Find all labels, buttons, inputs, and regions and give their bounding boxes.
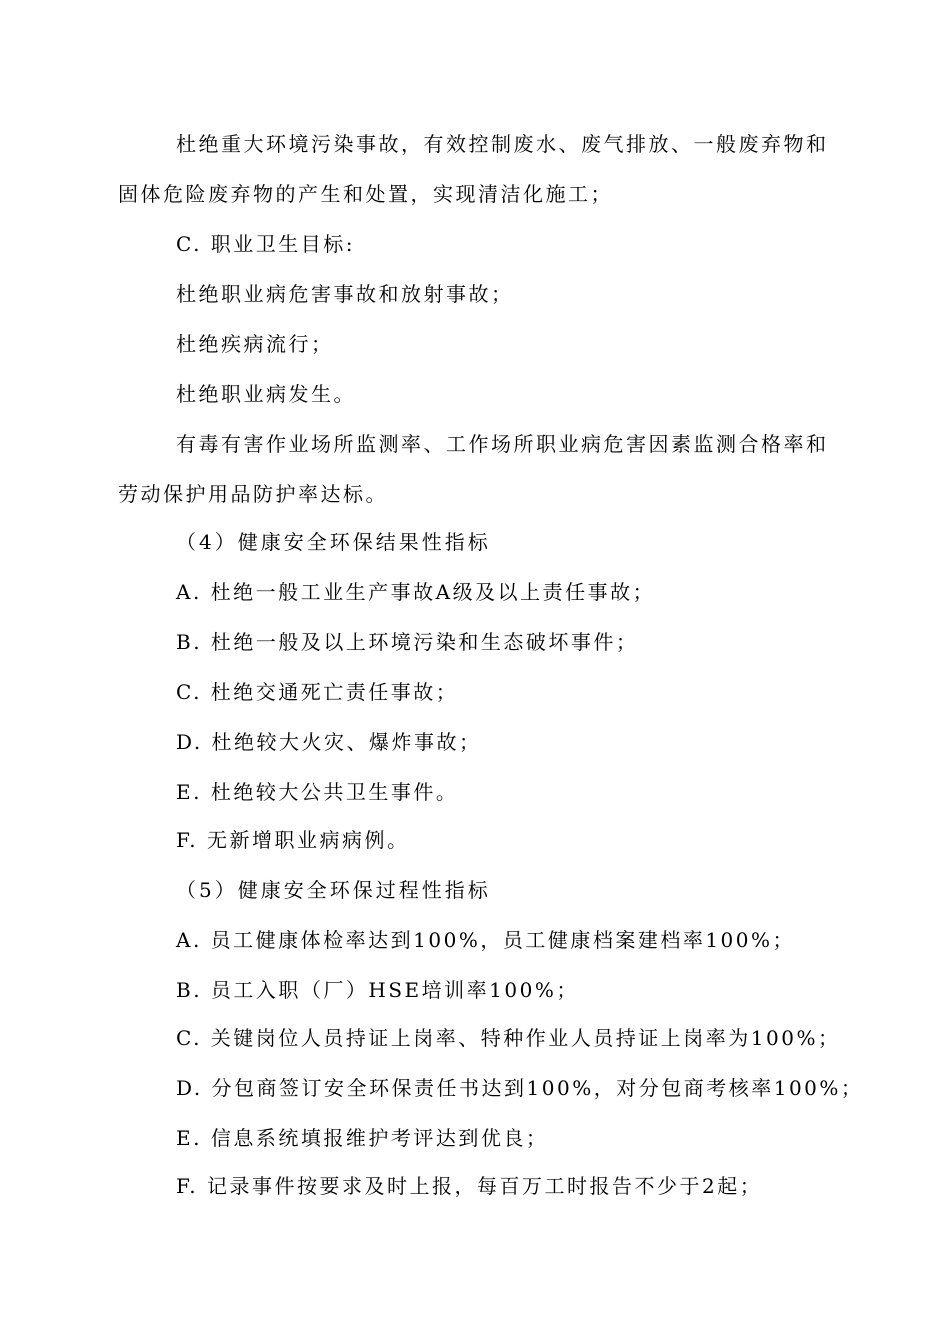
list-item: C. 关键岗位人员持证上岗率、特种作业人员持证上岗率为100%； <box>176 1026 841 1050</box>
section-heading: （4）健康安全环保结果性指标 <box>176 530 491 554</box>
list-item: F. 无新增职业病病例。 <box>176 828 410 852</box>
section-heading: （5）健康安全环保过程性指标 <box>176 878 491 902</box>
paragraph-line: 杜绝疾病流行； <box>176 332 334 356</box>
list-item: B. 员工入职（厂）HSE培训率100%； <box>176 978 579 1002</box>
paragraph-line: 杜绝职业病发生。 <box>176 382 356 406</box>
list-item: B. 杜绝一般及以上环境污染和生态破坏事件； <box>176 630 639 654</box>
paragraph-line: 有毒有害作业场所监测率、工作场所职业病危害因素监测合格率和 <box>176 432 829 456</box>
list-item: A. 员工健康体检率达到100%，员工健康档案建档率100%； <box>176 928 796 952</box>
paragraph-line: 劳动保护用品防护率达标。 <box>118 482 388 506</box>
list-item: E. 信息系统填报维护考评达到优良； <box>176 1126 549 1150</box>
list-item: C. 杜绝交通死亡责任事故； <box>176 680 459 704</box>
list-item: D. 杜绝较大火灾、爆炸事故； <box>176 730 482 754</box>
list-item: F. 记录事件按要求及时上报，每百万工时报告不少于2起； <box>176 1174 763 1198</box>
section-heading: C. 职业卫生目标: <box>176 232 356 256</box>
list-item: E. 杜绝较大公共卫生事件。 <box>176 780 459 804</box>
paragraph-line: 固体危险废弃物的产生和处置，实现清洁化施工； <box>118 182 613 206</box>
paragraph-line: 杜绝重大环境污染事故，有效控制废水、废气排放、一般废弃物和 <box>176 132 829 156</box>
list-item: A. 杜绝一般工业生产事故A级及以上责任事故； <box>176 580 656 604</box>
list-item: D. 分包商签订安全环保责任书达到100%，对分包商考核率100%； <box>176 1076 864 1100</box>
paragraph-line: 杜绝职业病危害事故和放射事故； <box>176 282 514 306</box>
